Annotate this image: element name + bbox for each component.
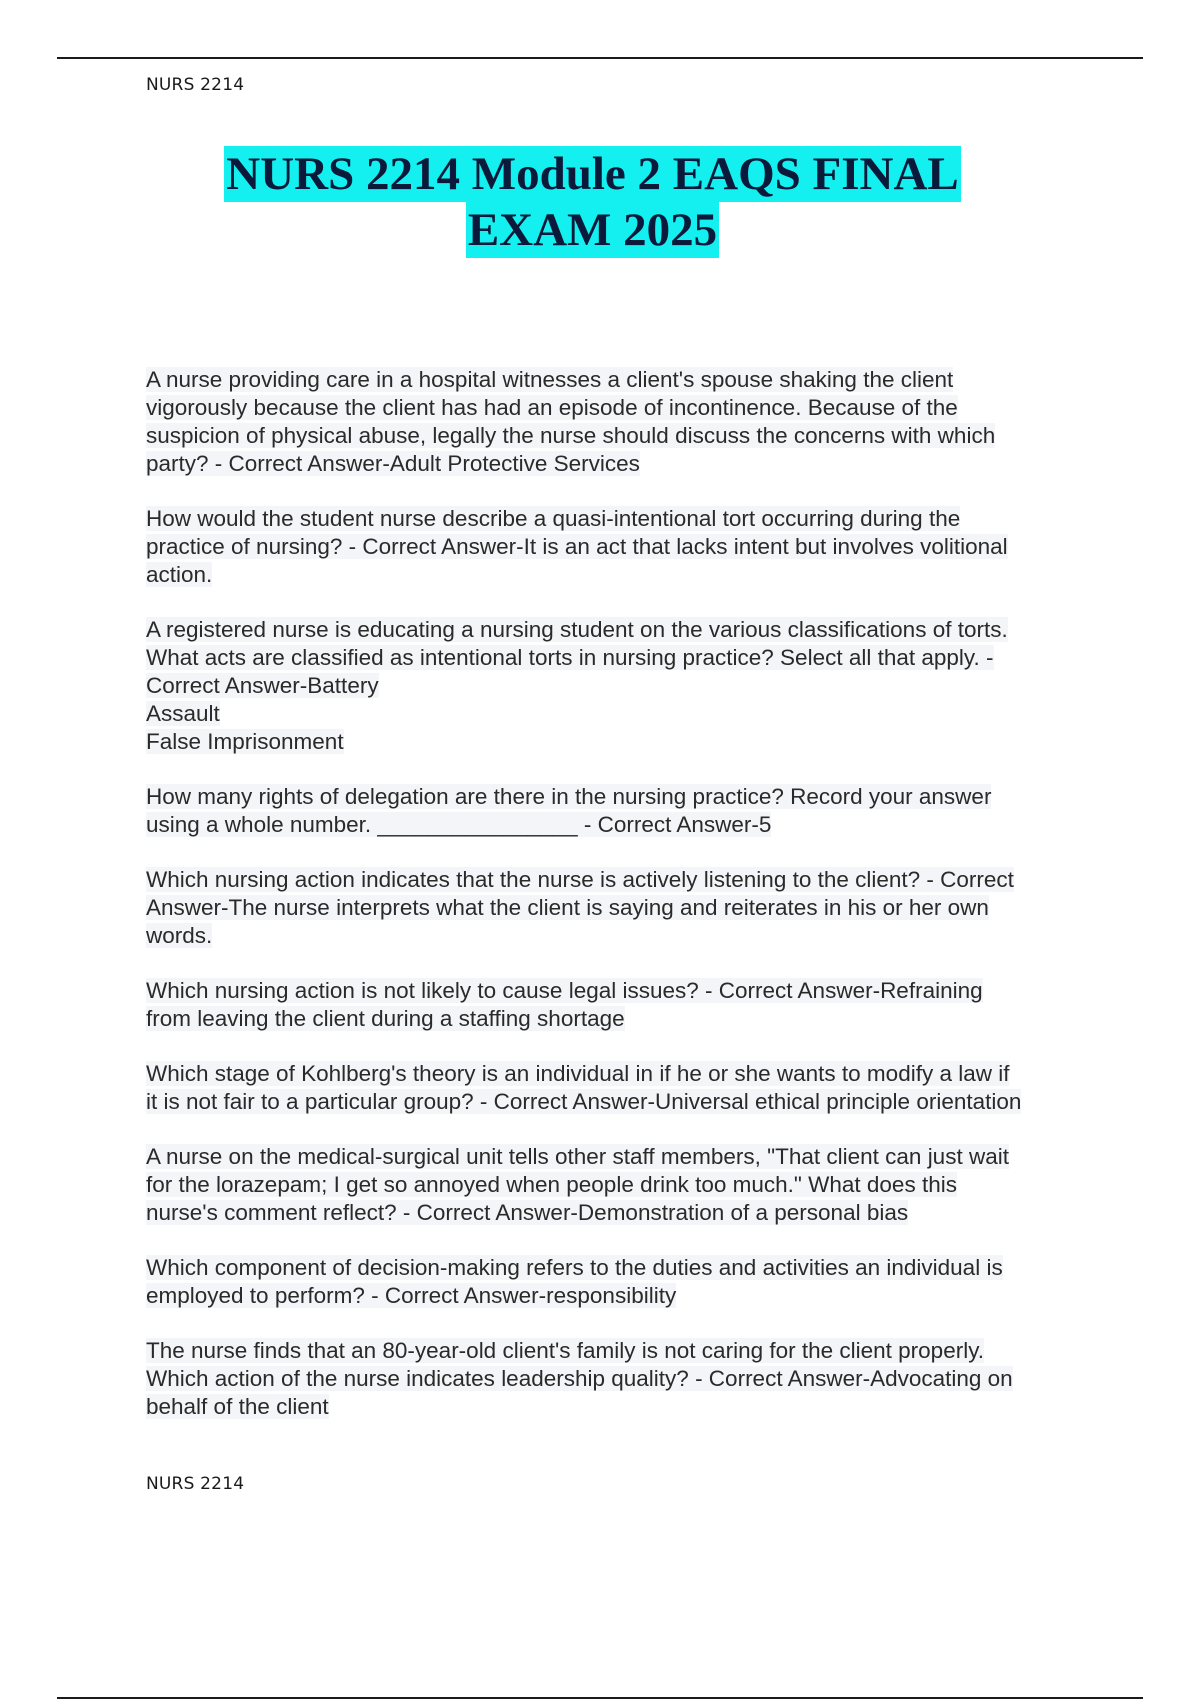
qa-line: A nurse on the medical-surgical unit tells other staff members, "That client can just wait [146,1144,1009,1169]
qa-line: party? - Correct Answer-Adult Protective Services [146,451,640,476]
qa-item [146,1060,1101,1116]
document-title [120,146,1065,258]
title-line-2: EXAM 2025 [467,204,718,256]
qa-line: Which action of the nurse indicates leadership quality? - Correct Answer-Advocating on [146,1366,1013,1391]
qa-line: practice of nursing? - Correct Answer-It is an act that lacks intent but involves volitional [146,534,1008,559]
qa-line: The nurse finds that an 80-year-old client's family is not caring for the client properly. [146,1338,985,1363]
title-line-1: NURS 2214 Module 2 EAQS FINAL [226,148,959,200]
qa-line: Assault [146,701,220,726]
qa-line: How would the student nurse describe a quasi-intentional tort occurring during the [146,506,961,531]
top-rule [57,57,1143,59]
qa-line: suspicion of physical abuse, legally the nurse should discuss the concerns with which [146,423,996,448]
qa-line: A nurse providing care in a hospital witnesses a client's spouse shaking the client [146,367,954,392]
qa-line: using a whole number. ________________ - Correct Answer-5 [146,812,772,837]
qa-item [146,505,1101,589]
qa-line: for the lorazepam; I get so annoyed when people drink too much." What does this [146,1172,957,1197]
qa-line: it is not fair to a particular group? - Correct Answer-Universal ethical principle orientation [146,1089,1022,1114]
qa-line: Which stage of Kohlberg's theory is an individual in if he or she wants to modify a law if [146,1061,1010,1086]
bottom-rule [57,1697,1143,1699]
qa-line: words. [146,923,213,948]
qa-line: from leaving the client during a staffing shortage [146,1006,625,1031]
qa-item [146,977,1101,1033]
qa-item [146,1337,1101,1421]
qa-line: behalf of the client [146,1394,329,1419]
qa-item [146,1254,1101,1310]
qa-line: employed to perform? - Correct Answer-responsibility [146,1283,677,1308]
qa-item [146,1143,1101,1227]
qa-line: A registered nurse is educating a nursing student on the various classifications of torts. [146,617,1008,642]
qa-line: Which nursing action is not likely to cause legal issues? - Correct Answer-Refraining [146,978,983,1003]
qa-line: How many rights of delegation are there in the nursing practice? Record your answer [146,784,992,809]
qa-line: Which nursing action indicates that the nurse is actively listening to the client? - Correct [146,867,1014,892]
page-header: NURS 2214 [146,75,245,95]
qa-item [146,366,1101,478]
qa-line: nurse's comment reflect? - Correct Answer-Demonstration of a personal bias [146,1200,909,1225]
qa-line: What acts are classified as intentional torts in nursing practice? Select all that apply. - [146,645,994,670]
qa-line: action. [146,562,213,587]
qa-line: Answer-The nurse interprets what the client is saying and reiterates in his or her own [146,895,989,920]
qa-list [146,366,1101,1448]
qa-line: Which component of decision-making refers to the duties and activities an individual is [146,1255,1003,1280]
qa-item [146,783,1101,839]
qa-item [146,866,1101,950]
page-footer: NURS 2214 [146,1474,245,1494]
qa-line: False Imprisonment [146,729,344,754]
qa-line: Correct Answer-Battery [146,673,379,698]
qa-line: vigorously because the client has had an episode of incontinence. Because of the [146,395,958,420]
qa-item [146,616,1101,756]
